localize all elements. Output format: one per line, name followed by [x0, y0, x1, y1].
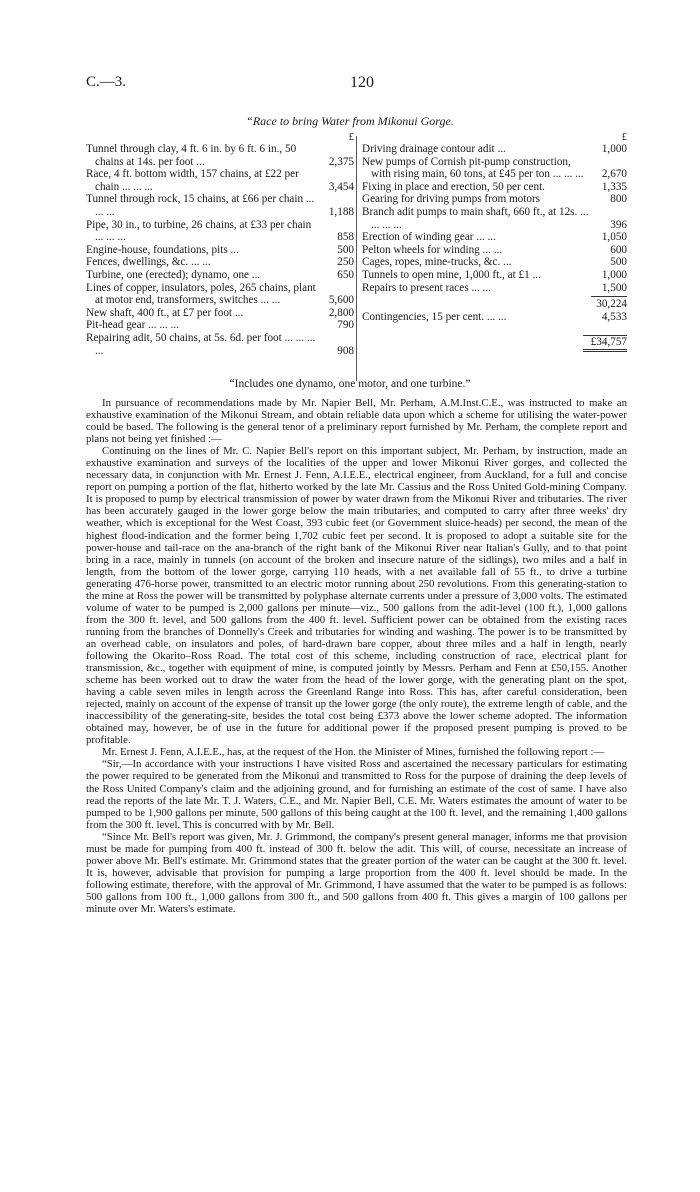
report-paragraph: “Sir,—In accordance with your instructions I have visited Ross and ascertained the necessary particulars for estimating the power required to be generated from the Mikonui and transmitted to Ross for the purpose of draining the deep levels of the Ross United Company's claim and the adjoining ground, and for furnishing an estimate of the cost of same. I have also read the reports of the late Mr. T. J. Waters, C.E., and Mr. Napier Bell, C.E. Mr. Waters estimates the amount of water to be pumped to be 1,900 gallons per minute, 500 gallons of this being caught at the 100 ft. level, and the remaining 1,400 gallons from the 300 ft. level. This is concurred with by Mr. Bell. — [86, 758, 627, 831]
left-item-description: Pipe, 30 in., to turbine, 26 chains, at £33 per chain ... ... ... — [86, 218, 312, 244]
estimate-right-column — [362, 132, 627, 352]
right-item-amount: 1,500 — [601, 281, 627, 294]
left-item-amount: 500 — [337, 243, 354, 256]
right-item-amount: 600 — [610, 243, 627, 256]
right-item — [362, 206, 627, 231]
right-item-amount: 1,000 — [601, 143, 627, 155]
right-item — [362, 256, 627, 269]
column-divider — [356, 136, 357, 381]
left-item-amount: 650 — [337, 268, 354, 281]
right-item-amount: 500 — [610, 256, 627, 269]
report-paragraph: Continuing on the lines of Mr. C. Napier Bell's report on this important subject, Mr. Perham, by instruction, made an exhaustive examination and surveys of the localities of the upper and lower Mikonui River gorges, and collected the necessary data, in conjunction with Mr. Ernest J. Fenn, A.I.E.E., electrical engineer, from Auckland, for a full and concise report on pumping a portion of the flat, hitherto worked by the late Mr. Cassius and the Ross United Gold-mining Company. It is proposed to pump by electrical transmission of power by water drawn from the Mikonui River and tributaries. The river has been accurately gauged in the lower gorge below the main tributaries, and computed to carry after three weeks' dry weather, which is exceptional for the West Coast, 393 cubic feet (or Government sluice-heads) per second, the mean of the highest flood-indication and the former being 1,702 cubic feet per second. It is proposed to adopt a suitable site for the power-house and tail-race on the ana-branch of the right bank of the Mikonui River near Italian's Gully, and to that point bring in a race, mainly in tunnels (on account of the broken and insecure nature of the sidlings), two miles and a half in length, from the bottom of the lower gorge, carrying 110 heads, with a net available fall of 55 ft., to drive a turbine generating 476-horse power, transmitted to an electric motor running about 250 revolutions. From this generating-station to the mine at Ross the power will be transmitted by polyphase alternate currents under a pressure of 3,000 volts. The estimated volume of water to be pumped is 2,000 gallons per minute—viz., 500 gallons from the adit-level (100 ft.), 1,000 gallons from the 300 ft. level, and 500 gallons from the 400 ft. level. Sufficient power can be obtained from the existing races running from the branches of Donnelly's Creek and tributaries for winding and washing. The power is to be transmitted by an overhead cable, on insulators and poles, of hard-drawn bare copper, about three miles and a half in length, nearly following the Okarito–Ross Road. The total cost of this scheme, including construction of race, electrical plant for transmission, &c., together with equipment of mine, is computed jointly by Messrs. Perham and Fenn at £50,155. Another scheme has been worked out to draw the water from the head of the lower gorge, with the generating plant on the spot, having a cable seven miles in length across the Greenland Range into Ross. This has, after careful consideration, been rejected, mainly on account of the expense of transit up the lower gorge (the only route), the extreme length of cable, and the inaccessibility of the generating-site, besides the total cost being £373 above the lower scheme adopted. The information obtained may, however, be of use in the future for additional power if the proposed present pumping is proved to be profitable. — [86, 445, 627, 747]
right-item — [362, 181, 627, 194]
left-item — [86, 193, 354, 218]
includes-note: “Includes one dynamo, one motor, and one turbine.” — [229, 378, 471, 390]
right-item-description: Repairs to present races ... ... — [362, 281, 491, 294]
left-item — [86, 219, 354, 244]
right-item — [362, 143, 627, 156]
left-item — [86, 244, 354, 257]
subtotal-row — [362, 298, 627, 311]
left-item-description: Tunnel through rock, 15 chains, at £66 per chain ... ... ... — [86, 193, 315, 218]
left-item-description: Repairing adit, 50 chains, at 5s. 6d. per foot ... ... ... ... — [86, 331, 316, 357]
right-item-description: Fixing in place and erection, 50 per cent. — [362, 180, 545, 193]
right-item-amount: 1,050 — [601, 231, 627, 244]
total-row — [362, 335, 627, 352]
report-paragraph: “Since Mr. Bell's report was given, Mr. J. Grimmond, the company's present general manager, informs me that provision must be made for pumping from 400 ft. instead of 300 ft. below the adit. This will, of course, necessitate an increase of power above Mr. Bell's estimate. Mr. Grimmond states that the greater portion of the water can be caught at the 300 ft. level. It is, however, advisable that provision for pumping a large proportion from the 400 ft. level should be made. In the following estimate, therefore, with the approval of Mr. Grimmond, I have assumed that the water to be pumped is as follows: 500 gallons from 100 ft., 1,000 gallons from 300 ft., and 500 gallons from 400 ft. This gives a margin of 100 gallons per minute over Mr. Waters's estimate. — [86, 830, 627, 915]
report-body — [86, 397, 627, 915]
pound-heading-left: £ — [348, 132, 354, 143]
right-item-amount: 2,670 — [601, 168, 627, 181]
subtotal-amount: 30,224 — [596, 298, 627, 311]
left-item-amount: 5,600 — [328, 294, 354, 307]
left-item — [86, 319, 354, 332]
left-item — [86, 168, 354, 193]
left-item-amount: 3,454 — [328, 180, 354, 193]
left-item — [86, 269, 354, 282]
right-item-description: Tunnels to open mine, 1,000 ft., at £1 ... — [362, 268, 541, 281]
contingencies-row — [362, 311, 627, 324]
left-item — [86, 307, 354, 320]
left-item-description: Fences, dwellings, &c. ... ... — [86, 256, 211, 269]
pound-heading-right: £ — [621, 132, 627, 143]
right-item-description: Pelton wheels for winding ... ... — [362, 243, 503, 256]
page-number: 120 — [350, 74, 374, 91]
left-item-amount: 1,188 — [328, 205, 354, 218]
left-item-amount: 2,375 — [328, 155, 354, 168]
contingencies-amount: 4,533 — [601, 310, 627, 323]
right-item — [362, 244, 627, 257]
left-item — [86, 256, 354, 269]
left-item — [86, 282, 354, 307]
right-item — [362, 269, 627, 282]
right-item-description: Branch adit pumps to main shaft, 660 ft., at 12s. ... ... ... ... — [362, 205, 589, 231]
left-item-description: Lines of copper, insulators, poles, 265 chains, plant at motor end, transformers, switches ... ... — [86, 281, 316, 307]
document-reference: C.—3. — [86, 74, 127, 90]
left-item-description: Turbine, one (erected); dynamo, one ... — [86, 268, 261, 281]
report-paragraph: Mr. Ernest J. Fenn, A.I.E.E., has, at the request of the Hon. the Minister of Mines, furnished the following report :— — [102, 746, 605, 759]
left-item-amount: 250 — [337, 256, 354, 269]
left-item-description: Race, 4 ft. bottom width, 157 chains, at £22 per chain ... ... ... — [86, 168, 299, 193]
total-amount: £34,757 — [583, 335, 627, 352]
left-item — [86, 143, 354, 168]
right-item-amount: 1,000 — [601, 268, 627, 281]
right-item-description: Driving drainage contour adit ... — [362, 143, 506, 155]
left-item-description: New shaft, 400 ft., at £7 per foot ... — [86, 306, 244, 319]
right-item-amount: 800 — [610, 193, 627, 206]
left-item-amount: 908 — [337, 344, 354, 357]
contingencies-label: Contingencies, 15 per cent. ... ... — [362, 310, 507, 323]
right-item — [362, 193, 627, 206]
estimate-caption: “Race to bring Water from Mikonui Gorge. — [246, 114, 454, 128]
right-item-amount: 1,335 — [601, 180, 627, 193]
right-item — [362, 231, 627, 244]
left-item-amount: 790 — [337, 319, 354, 332]
estimate-left-column — [86, 132, 354, 357]
left-item-description: Tunnel through clay, 4 ft. 6 in. by 6 ft. 6 in., 50 chains at 14s. per foot ... — [86, 143, 297, 168]
right-item-description: Gearing for driving pumps from motors — [362, 193, 541, 206]
left-item-amount: 858 — [337, 231, 354, 244]
right-item — [362, 282, 627, 295]
left-item-description: Engine-house, foundations, pits ... — [86, 243, 239, 256]
right-item-amount: 396 — [610, 218, 627, 231]
right-item-description: Erection of winding gear ... ... — [362, 231, 496, 244]
right-item-description: New pumps of Cornish pit-pump construction, with rising main, 60 tons, at £45 per ton ... ... ... — [362, 155, 584, 181]
right-item-description: Cages, ropes, mine-trucks, &c. ... — [362, 256, 512, 269]
left-item-description: Pit-head gear ... ... ... — [86, 319, 179, 332]
left-item-amount: 2,800 — [328, 306, 354, 319]
subtotal-rule — [591, 296, 627, 297]
left-item — [86, 332, 354, 357]
right-item — [362, 156, 627, 181]
report-paragraph: In pursuance of recommendations made by Mr. Napier Bell, Mr. Perham, A.M.Inst.C.E., was instructed to make an exhaustive examination of the Mikonui Stream, and obtain reliable data upon which a scheme for utilising the water-power could be based. The following is the general tenor of a preliminary report furnished by Mr. Perham, the complete report and plans not being yet finished :— — [86, 397, 627, 446]
